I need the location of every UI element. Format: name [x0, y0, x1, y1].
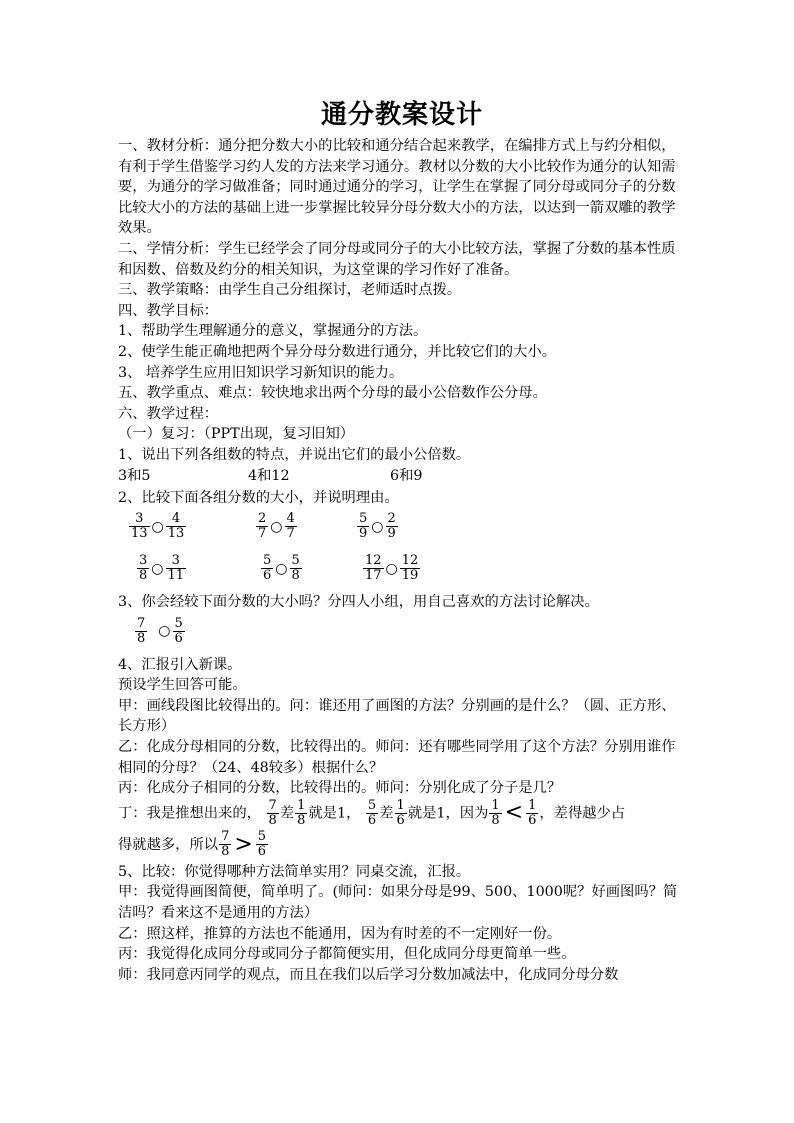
text-run: 就是1，因为 [407, 805, 489, 822]
compare-circle: ○ [151, 560, 164, 577]
text-run: 差 [279, 805, 295, 822]
preset-answers: 预设学生回答可能。 [118, 677, 247, 694]
comparison-row [118, 550, 686, 592]
compare-circle: ○ [275, 560, 288, 577]
compare-circle: ○ [158, 623, 171, 640]
fraction-comparison [136, 554, 187, 583]
number-pair: 6和9 [390, 467, 423, 484]
reply-yi: 乙：照这样，推算的方法也不能通用，因为有时差的不一定刚好一份。 [118, 925, 562, 942]
compare-circle: ○ [385, 560, 398, 577]
goal-1: 1、帮助学生理解通分的意义，掌握通分的方法。 [118, 323, 428, 340]
fraction: $\frac{5}{9}$ [359, 511, 368, 542]
teacher-remark: 师：我同意丙同学的观点，而且在我们以后学习分数加减法中，化成同分母分数 [118, 966, 619, 983]
heading-process: 六、教学过程： [118, 405, 219, 422]
text-run: 得就越多，所以 [118, 836, 219, 853]
fraction: $\frac{4}{7}$ [286, 511, 295, 542]
review-item-1: 1、说出下列各组数的特点，并说出它们的最小公倍数。 [118, 446, 471, 463]
number-pair: 3和5 [118, 467, 151, 484]
fraction: $\frac{1}{8}$ [297, 797, 306, 828]
number-pair: 4和12 [248, 467, 290, 484]
compare-circle: ○ [270, 518, 283, 535]
fraction-comparison [356, 512, 399, 541]
fraction-comparison [260, 554, 303, 583]
fraction: $\frac{5}{6}$ [257, 829, 267, 860]
reply-bing: 丙：我觉得化成同分母或同分子都简便实用，但化成同分母更简单一些。 [118, 946, 576, 963]
paragraph-textbook-analysis: 一、教材分析：通分把分数大小的比较和通分结合起来教学，在编排方式上与约分相似，有利于学生借鉴学习约人发的方法来学习通分。教材以分数的大小比较作为通分的认知需要，为通分的学习做准备；同时通过通分的学习，让学生在掌握了同分母或同分子的分数比较大小的方法的基础上进一步掌握比较异分母分数大小的方法，以达到一箭双雕的教学效果。 [118, 138, 676, 237]
review-item-4: 4、汇报引入新课。 [118, 656, 242, 673]
text-run: 差 [379, 805, 394, 822]
goal-3: 3、 培养学生应用旧知识学习新知识的能力。 [118, 364, 404, 381]
fraction: $\frac{2}{9}$ [387, 511, 396, 542]
fraction: $\frac{7}{8}$ [137, 615, 146, 646]
fraction: $\frac{2}{7}$ [258, 511, 267, 542]
paragraph-strategy: 三、教学策略：由学生自己分组探讨，老师适时点拨。 [118, 282, 462, 299]
greater-than-sign: > [234, 831, 253, 857]
text-run: ，差得越少占 [539, 805, 626, 822]
heading-review: （一）复习：（PPT出现，复习旧知） [118, 426, 355, 443]
fraction-comparison-grid [118, 508, 686, 592]
fraction: $\frac{3}{11}$ [167, 553, 185, 584]
fraction: $\frac{1}{6}$ [528, 797, 537, 828]
goal-2: 2、使学生能正确地把两个异分母分数进行通分，并比较它们的大小。 [118, 343, 556, 360]
compare-circle: ○ [371, 518, 384, 535]
paragraph-student-analysis: 二、学情分析：学生已经学会了同分母或同分子的大小比较方法，掌握了分数的基本性质和因数、倍数及约分的相关知识，为这堂课的学习作好了准备。 [118, 240, 676, 278]
fraction: $\frac{1}{8}$ [491, 797, 500, 828]
answer-ding-conclusion [118, 828, 686, 862]
answer-bing: 丙：化成分子相同的分数，比较得出的。师问：分别化成了分子是几？ [118, 780, 562, 797]
fraction: $\frac{4}{13}$ [167, 511, 185, 542]
answer-yi: 乙：化成分母相同的分数，比较得出的。师问：还有哪些同学用了这个方法？分别用谁作相同的分母？（24、48较多）根据什么？ [118, 739, 676, 776]
fraction: $\frac{7}{8}$ [221, 829, 230, 860]
comparison-row [118, 508, 686, 550]
fraction-comparison [128, 512, 187, 541]
fraction: $\frac{3}{13}$ [131, 511, 148, 542]
q3-comparison-row [118, 613, 686, 655]
review-item-2: 2、比较下面各组分数的大小，并说明理由。 [118, 489, 399, 506]
compare-methods: 5、比较：你觉得哪种方法简单实用？同桌交流，汇报。 [118, 863, 471, 880]
review-item-3: 3、你会经较下面分数的大小吗？分四人小组，用自己喜欢的方法讨论解决。 [118, 594, 599, 611]
fraction-comparison [255, 512, 298, 541]
number-pairs-row [118, 466, 686, 488]
fraction: $\frac{3}{8}$ [139, 553, 148, 584]
fraction: $\frac{5}{6}$ [263, 553, 272, 584]
heading-goals: 四、教学目标： [118, 302, 219, 319]
fraction: $\frac{5}{8}$ [291, 553, 300, 584]
fraction: $\frac{12}{19}$ [401, 553, 419, 584]
reply-jia: 甲：我觉得画图简便，简单明了。(师问：如果分母是99、500、1000呢？好画图吗？简洁吗？看来这不是通用的方法） [118, 884, 678, 922]
fraction: $\frac{5}{6}$ [174, 615, 183, 646]
compare-circle: ○ [151, 518, 164, 535]
fraction-comparison [134, 617, 186, 646]
text-run: 丁：我是推想出来的， [118, 805, 261, 822]
fraction: $\frac{7}{8}$ [268, 797, 277, 828]
answer-jia: 甲：画线段图比较得出的。问：谁还用了画图的方法？分别画的是什么？（圆、正方形、长方形） [118, 697, 676, 735]
fraction-comparison [362, 554, 421, 583]
text-run: 就是1， [308, 805, 361, 822]
fraction: $\frac{12}{17}$ [365, 553, 382, 584]
fraction: $\frac{5}{6}$ [367, 797, 377, 828]
document-page [118, 98, 686, 985]
fraction: $\frac{1}{6}$ [396, 797, 405, 828]
page-title: 通分教案设计 [320, 100, 483, 130]
answer-ding [118, 799, 686, 828]
less-than-sign: < [504, 800, 524, 826]
paragraph-key-points: 五、教学重点、难点：较快地求出两个分母的最小公倍数作公分母。 [118, 385, 547, 402]
